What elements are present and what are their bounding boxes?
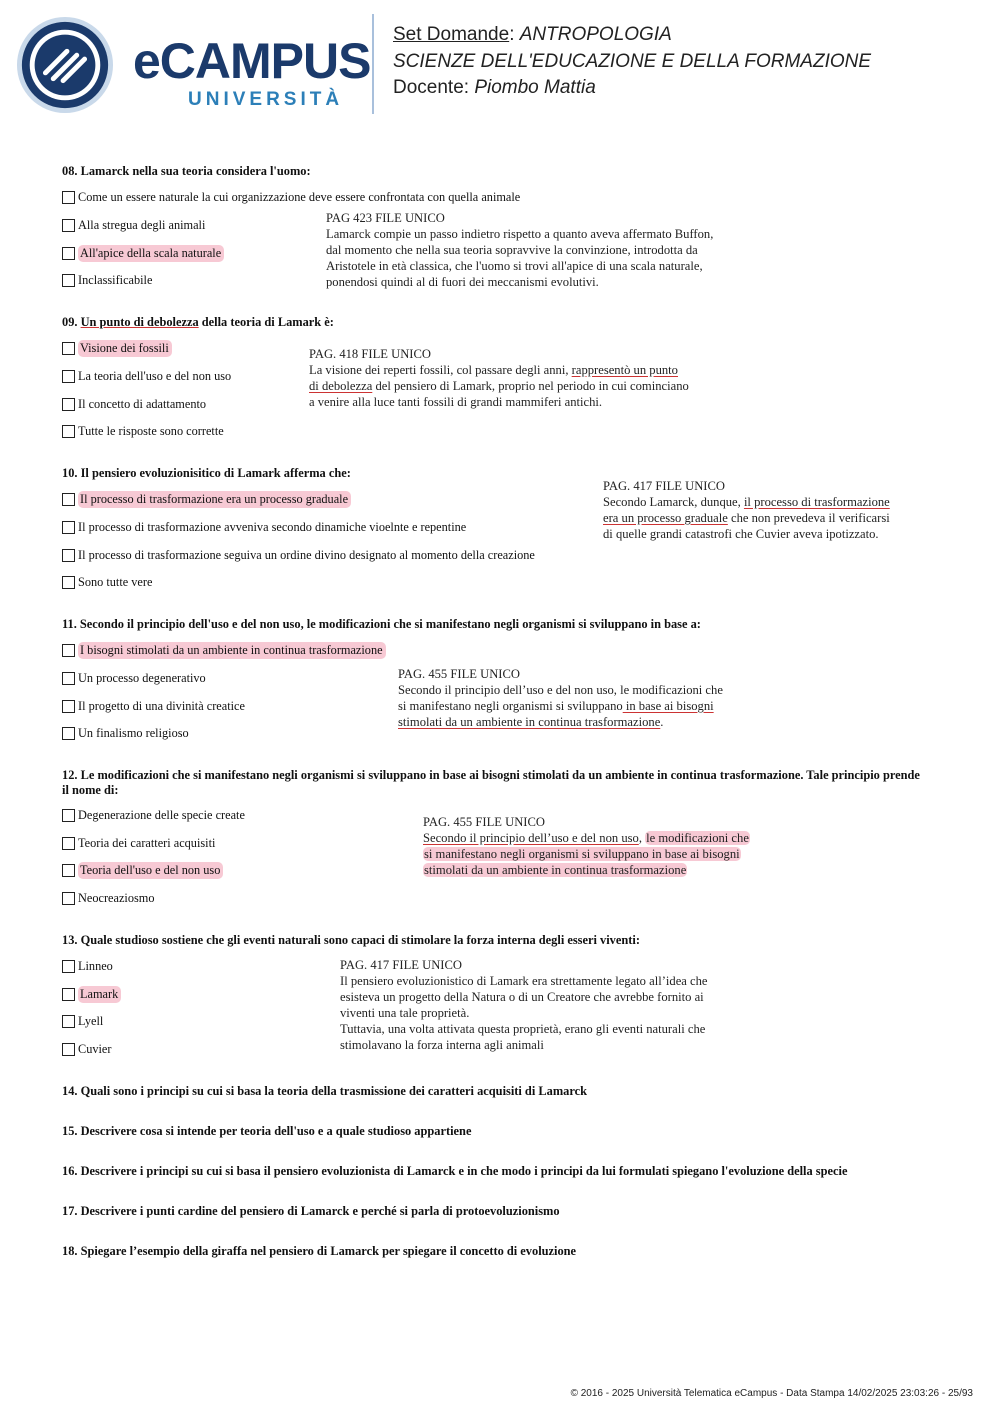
checkbox[interactable] (62, 493, 75, 506)
question-10-option-1[interactable] (62, 490, 351, 508)
question-10-title: 10. Il pensiero evoluzionisitico di Lamark afferma che: (62, 466, 351, 480)
question-17: 17. Descrivere i punti cardine del pensiero di Lamarck e perché si parla di protoevoluzionismo (62, 1204, 560, 1218)
option-label: Un processo degenerativo (78, 670, 206, 685)
question-11-title: 11. Secondo il principio dell'uso e del non uso, le modificazioni che si manifestano negli organismi si sviluppano in base a: (62, 617, 701, 631)
note-line: dal momento che nella sua teoria sopravvive la convinzione, introdotta da (326, 243, 698, 257)
note-line: Secondo il principio dell’uso e del non uso, le modificazioni che (398, 683, 723, 697)
question-10-option-4[interactable] (62, 573, 152, 591)
teacher-label: Docente: (393, 77, 475, 98)
note-underlined: in base ai bisogni (622, 699, 714, 713)
note-text: La visione dei reperti fossili, col passare degli anni, (309, 363, 572, 377)
option-label: Come un essere naturale la cui organizzazione deve essere confrontata con quella animale (78, 189, 521, 204)
question-11-option-4[interactable] (62, 724, 189, 742)
checkbox[interactable] (62, 960, 75, 973)
checkbox[interactable] (62, 644, 75, 657)
option-label-highlighted: All'apice della scala naturale (78, 245, 224, 262)
note-text: si manifestano negli organismi si sviluppano (398, 699, 623, 713)
page-footer: © 2016 - 2025 Università Telematica eCampus - Data Stampa 14/02/2025 23:03:26 - 25/93 (570, 1388, 973, 1399)
question-13-note (340, 957, 708, 1053)
note-line (309, 378, 689, 394)
checkbox[interactable] (62, 425, 75, 438)
header-info (393, 22, 871, 102)
question-13-option-4[interactable] (62, 1040, 111, 1058)
note-text: che non prevedeva il verificarsi (727, 511, 890, 525)
set-subject: ANTROPOLOGIA (519, 24, 672, 45)
page-header (0, 0, 1000, 130)
header-divider (372, 14, 374, 114)
question-13-option-3[interactable] (62, 1012, 103, 1030)
note-text: , (638, 831, 646, 845)
note-line: a venire alla luce tanti fossili di grandi mammiferi antichi. (309, 395, 603, 409)
note-line: PAG. 417 FILE UNICO (603, 479, 725, 493)
note-line: viventi una tale proprietà. (340, 1006, 470, 1020)
teacher-line (393, 75, 871, 102)
checkbox[interactable] (62, 398, 75, 411)
note-line: PAG. 455 FILE UNICO (398, 667, 520, 681)
note-underlined: rappresentò un punto (571, 363, 678, 377)
note-line: Tuttavia, una volta attivata questa proprietà, erano gli eventi naturali che (340, 1022, 706, 1036)
question-13-option-1[interactable] (62, 957, 113, 975)
option-label: La teoria dell'uso e del non uso (78, 368, 232, 383)
option-label: Teoria dei caratteri acquisiti (78, 835, 216, 850)
question-08-title: 08. Lamarck nella sua teoria considera l'uomo: (62, 164, 311, 178)
option-label: Il processo di trasformazione avveniva secondo dinamiche vioelnte e repentine (78, 519, 467, 534)
option-label-highlighted: Teoria dell'uso e del non uso (78, 862, 223, 879)
question-13-option-2[interactable] (62, 985, 121, 1003)
question-13-title: 13. Quale studioso sostiene che gli eventi naturali sono capaci di stimolare la forza interna degli esseri viventi: (62, 933, 640, 947)
checkbox[interactable] (62, 342, 75, 355)
question-09-option-4[interactable] (62, 422, 224, 440)
checkbox[interactable] (62, 988, 75, 1001)
option-label: Cuvier (78, 1041, 112, 1056)
question-16: 16. Descrivere i principi su cui si basa il pensiero evoluzionista di Lamarck e in che modo i principi da lui formulati spiegano l'evoluzione della specie (62, 1164, 848, 1178)
note-underlined: stimolati da un ambiente in continua trasformazione (398, 715, 661, 729)
checkbox[interactable] (62, 837, 75, 850)
note-underlined: Secondo il principio dell’uso e del non uso (423, 831, 639, 845)
option-label: Lyell (78, 1013, 104, 1028)
note-line: ponendosi quindi al di fuori dei meccanismi evolutivi. (326, 275, 599, 289)
checkbox[interactable] (62, 370, 75, 383)
checkbox[interactable] (62, 191, 75, 204)
note-highlighted: si manifestano negli organismi si sviluppano in base ai bisogni (424, 847, 740, 861)
question-11-note (398, 666, 723, 730)
teacher-name: Piombo Mattia (474, 77, 596, 98)
note-text: del pensiero di Lamark, proprio nel periodo in cui cominciano (372, 379, 689, 393)
checkbox[interactable] (62, 892, 75, 905)
checkbox[interactable] (62, 549, 75, 562)
question-12-option-4[interactable] (62, 889, 154, 907)
option-label-highlighted: I bisogni stimolati da un ambiente in continua trasformazione (78, 642, 386, 659)
option-label: Degenerazione delle specie create (78, 807, 245, 822)
question-08-option-3[interactable] (62, 244, 224, 262)
checkbox[interactable] (62, 521, 75, 534)
note-highlighted: stimolati da un ambiente in continua trasformazione (424, 863, 687, 877)
title-underlined: Un punto di debolezza (80, 315, 199, 329)
question-08-option-2[interactable] (62, 216, 205, 234)
question-10-option-2[interactable] (62, 518, 466, 536)
note-line: Lamarck compie un passo indietro rispetto a quanto aveva affermato Buffon, (326, 227, 714, 241)
ecampus-seal-icon (16, 16, 114, 114)
checkbox[interactable] (62, 700, 75, 713)
question-09-option-2[interactable] (62, 367, 231, 385)
question-11-option-1[interactable] (62, 641, 386, 659)
note-line (398, 714, 723, 730)
note-line (603, 510, 890, 526)
note-line: Il pensiero evoluzionistico di Lamark era strettamente legato all’idea che (340, 974, 708, 988)
question-09-option-1[interactable] (62, 339, 172, 357)
brand-wordmark: eCAMPUS (133, 33, 371, 89)
option-label: Tutte le risposte sono corrette (78, 423, 224, 438)
brand-subtitle: UNIVERSITÀ (188, 89, 344, 110)
checkbox[interactable] (62, 274, 75, 287)
note-line (423, 846, 750, 862)
note-line: Aristotele in età classica, che l'uomo si trovi all'apice di una scala naturale, (326, 259, 703, 273)
checkbox[interactable] (62, 576, 75, 589)
note-text: Secondo Lamarck, dunque, (603, 495, 744, 509)
title-rest: della teoria di Lamark è: (198, 315, 334, 329)
question-08-option-4[interactable] (62, 271, 152, 289)
option-label: Sono tutte vere (78, 574, 153, 589)
course-name: SCIENZE DELL'EDUCAZIONE E DELLA FORMAZIONE (393, 50, 872, 72)
note-line: PAG. 418 FILE UNICO (309, 347, 431, 361)
checkbox[interactable] (62, 219, 75, 232)
note-line: PAG. 455 FILE UNICO (423, 815, 545, 829)
title-number: 09. (62, 315, 81, 329)
checkbox[interactable] (62, 727, 75, 740)
option-label-highlighted: Il processo di trasformazione era un processo graduale (78, 491, 351, 508)
question-12-note (423, 814, 750, 878)
note-highlighted: le modificazioni che (646, 831, 749, 845)
question-14: 14. Quali sono i principi su cui si basa la teoria della trasmissione dei caratteri acquisiti di Lamarck (62, 1084, 588, 1098)
note-line (398, 698, 723, 714)
note-line (423, 862, 750, 878)
set-sep: : (509, 24, 520, 45)
question-09-title (62, 315, 922, 330)
set-label: Set Domande (393, 24, 510, 45)
note-underlined: era un processo graduale (603, 511, 728, 525)
note-underlined: di debolezza (309, 379, 373, 393)
note-line (423, 830, 750, 846)
note-line: di quelle grandi catastrofi che Cuvier aveva ipotizzato. (603, 527, 879, 541)
checkbox[interactable] (62, 864, 75, 877)
checkbox[interactable] (62, 1015, 75, 1028)
question-08-note (326, 210, 713, 290)
question-12-option-3[interactable] (62, 861, 223, 879)
note-line: esisteva un progetto della Natura o di un Creatore che avrebbe fornito ai (340, 990, 704, 1004)
option-label-highlighted: Lamark (78, 986, 121, 1003)
question-10-note (603, 478, 890, 542)
question-11-option-2[interactable] (62, 669, 206, 687)
option-label: Neocreaziosmo (78, 890, 155, 905)
note-text: . (660, 715, 664, 729)
option-label: Il concetto di adattamento (78, 396, 207, 411)
option-label: Il progetto di una divinità creatice (78, 698, 245, 713)
question-08-option-1[interactable] (62, 188, 520, 206)
note-line: PAG 423 FILE UNICO (326, 211, 445, 225)
option-label: Alla stregua degli animali (78, 217, 206, 232)
note-line (309, 362, 689, 378)
option-label: Inclassificabile (78, 272, 153, 287)
question-10-option-3[interactable] (62, 546, 535, 564)
checkbox[interactable] (62, 809, 75, 822)
question-15: 15. Descrivere cosa si intende per teoria dell'uso e a quale studioso appartiene (62, 1124, 472, 1138)
checkbox[interactable] (62, 1043, 75, 1056)
note-line (603, 494, 890, 510)
question-11-option-3[interactable] (62, 697, 245, 715)
question-12-option-2[interactable] (62, 834, 215, 852)
option-label: Il processo di trasformazione seguiva un ordine divino designato al momento della creazione (78, 547, 535, 562)
question-12-title: 12. Le modificazioni che si manifestano negli organismi si sviluppano in base ai bisogni stimolati da un ambiente in continua trasformazione. Tale principio prende il nome di: (62, 768, 920, 797)
checkbox[interactable] (62, 672, 75, 685)
option-label-highlighted: Visione dei fossili (78, 340, 172, 357)
option-label: Un finalismo religioso (78, 725, 189, 740)
set-line (393, 22, 871, 49)
question-12-option-1[interactable] (62, 806, 245, 824)
note-line: PAG. 417 FILE UNICO (340, 958, 462, 972)
question-09-option-3[interactable] (62, 395, 206, 413)
question-09-note (309, 346, 689, 410)
option-label: Linneo (78, 958, 113, 973)
checkbox[interactable] (62, 247, 75, 260)
note-underlined: il processo di trasformazione (743, 495, 890, 509)
note-line: stimolavano la forza interna agli animali (340, 1038, 544, 1052)
question-18: 18. Spiegare l’esempio della giraffa nel pensiero di Lamarck per spiegare il concetto di evoluzione (62, 1244, 577, 1258)
